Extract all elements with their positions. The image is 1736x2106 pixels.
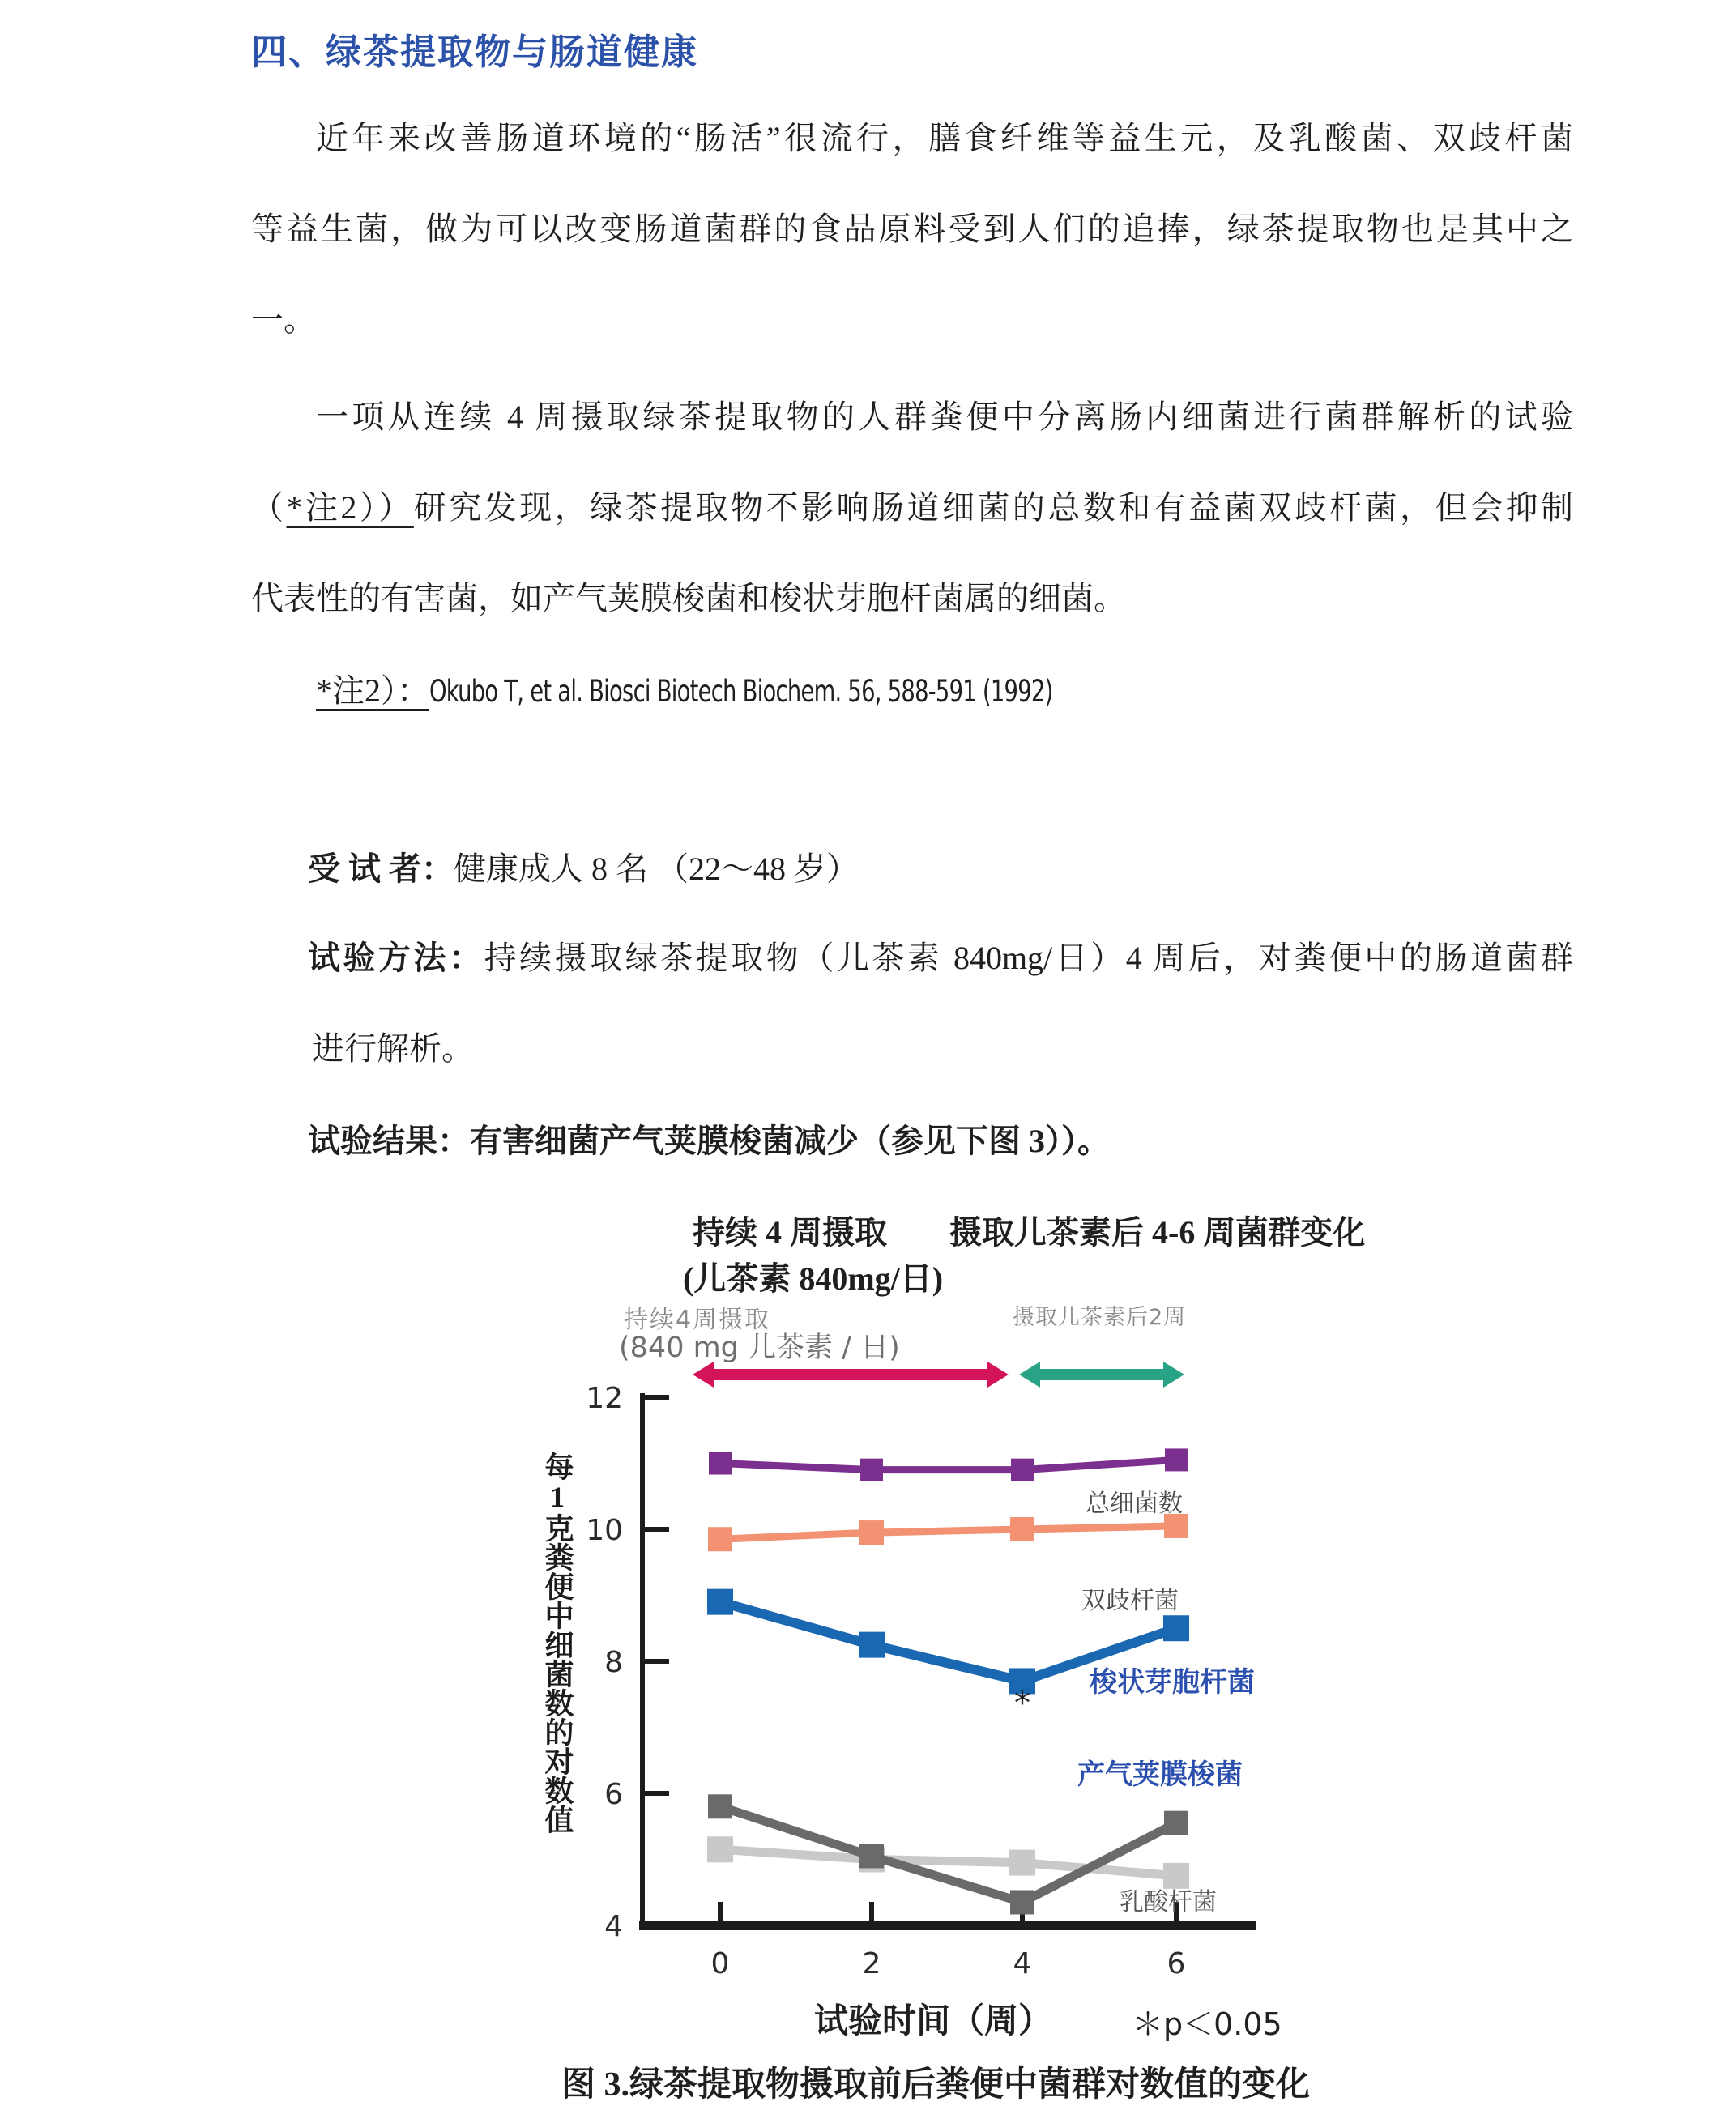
subjects-label: 受 试 者：	[308, 850, 454, 887]
subjects-text: 健康成人 8 名 （22～48 岁）	[454, 850, 859, 887]
paragraph-line: 等益生菌，做为可以改变肠道菌群的食品原料受到人们的追捧，绿茶提取物也是其中之	[251, 211, 1573, 247]
series-marker	[709, 1452, 732, 1475]
paragraph-line: 近年来改善肠道环境的“肠活”很流行，膳食纤维等益生元，及乳酸菌、双歧杆菌	[316, 120, 1573, 156]
figure-inner-label: (840 mg 儿茶素 / 日)	[619, 1332, 900, 1364]
x-tick-label: 6	[1167, 1947, 1186, 1980]
figure-header-left-1: 持续 4 周摄取	[693, 1214, 887, 1251]
significance-star: *	[1014, 1685, 1030, 1722]
footnote-label: *注2）：	[316, 672, 429, 709]
results-line: 试验结果：有害细菌产气荚膜梭菌减少（参见下图 3））。	[308, 1123, 1110, 1159]
subjects-line	[308, 850, 859, 888]
series-marker	[859, 1632, 885, 1658]
series-marker	[860, 1459, 883, 1481]
paragraph-text: （	[251, 489, 287, 526]
paragraph-line: 代表性的有害菌，如产气荚膜梭菌和梭状芽胞杆菌属的细菌。	[251, 580, 1126, 616]
series-marker	[707, 1589, 733, 1615]
reference-marker: *注2））	[286, 489, 414, 526]
series-marker	[1009, 1850, 1035, 1876]
series-marker	[708, 1794, 732, 1818]
x-axis-label: 试验时间（周）	[814, 2003, 1053, 2040]
series-marker	[707, 1836, 733, 1862]
y-tick-label: 6	[604, 1778, 623, 1811]
series-marker	[1164, 1811, 1188, 1835]
series-label: 总细菌数	[1086, 1490, 1183, 1518]
arrow-head-icon	[1019, 1362, 1040, 1388]
y-tick-label: 10	[586, 1514, 623, 1547]
figure-inner-label-clipped: 摄取儿茶素后2周	[1013, 1305, 1187, 1330]
y-tick-label: 8	[604, 1646, 623, 1679]
paragraph-line: 一项从连续 4 周摄取绿茶提取物的人群粪便中分离肠内细菌进行菌群解析的试验	[316, 399, 1573, 435]
series-marker	[1011, 1459, 1034, 1481]
section-heading: 四、绿茶提取物与肠道健康	[251, 32, 698, 72]
paragraph-text: 研究发现，绿茶提取物不影响肠道细菌的总数和有益菌双歧杆菌，但会抑制	[413, 489, 1574, 526]
series-marker	[1010, 1890, 1034, 1914]
footnote-citation: Okubo T, et al. Biosci Biotech Biochem. 56, 588-591 (1992)	[429, 674, 1053, 709]
intake-arrow-shaft	[1039, 1369, 1165, 1380]
series-marker	[1010, 1517, 1034, 1541]
series-label: 梭状芽胞杆菌	[1090, 1666, 1255, 1699]
figure-caption: 图 3.绿茶提取物摄取前后粪便中菌群对数值的变化	[561, 2066, 1311, 2104]
x-tick-label: 0	[710, 1947, 730, 1980]
method-line2: 进行解析。	[312, 1030, 474, 1067]
p-value-note: ＊p＜0.05	[1132, 2006, 1282, 2042]
figure-header-right: 摄取儿茶素后 4-6 周菌群变化	[949, 1214, 1366, 1251]
arrow-head-icon	[987, 1362, 1009, 1388]
footnote-line	[316, 672, 1272, 710]
series-marker	[1165, 1448, 1188, 1471]
arrow-head-icon	[693, 1362, 714, 1388]
series-line	[720, 1460, 1176, 1469]
series-label: 双歧杆菌	[1081, 1587, 1179, 1615]
series-label: 乳酸杆菌	[1120, 1888, 1217, 1916]
x-tick-label: 4	[1013, 1947, 1032, 1980]
series-marker	[859, 1844, 884, 1868]
figure-inner-label-clipped: 持续4周摄取	[624, 1306, 771, 1334]
method-label: 试验方法：	[308, 940, 484, 976]
intake-arrow-shaft	[712, 1369, 989, 1380]
y-axis-label: 每1克粪便中细菌数的对数值	[541, 1452, 574, 1834]
y-tick-label: 12	[586, 1382, 623, 1415]
series-marker	[859, 1520, 884, 1545]
method-text: 持续摄取绿茶提取物（儿茶素 840mg/日）4 周后，对粪便中的肠道菌群	[484, 940, 1574, 976]
series-marker	[708, 1527, 732, 1551]
paragraph-line	[251, 489, 1573, 526]
series-line	[720, 1526, 1176, 1539]
x-tick-label: 2	[862, 1947, 881, 1980]
figure3-chart	[486, 1361, 1312, 2041]
series-label: 产气荚膜梭菌	[1077, 1759, 1243, 1791]
series-marker	[1163, 1863, 1189, 1889]
method-line	[308, 940, 1573, 977]
arrow-head-icon	[1163, 1362, 1184, 1388]
paragraph-line: 一。	[251, 301, 316, 338]
figure-header-left-2: (儿茶素 840mg/日)	[683, 1260, 944, 1297]
series-marker	[1163, 1615, 1189, 1641]
y-tick-label: 4	[604, 1910, 623, 1943]
